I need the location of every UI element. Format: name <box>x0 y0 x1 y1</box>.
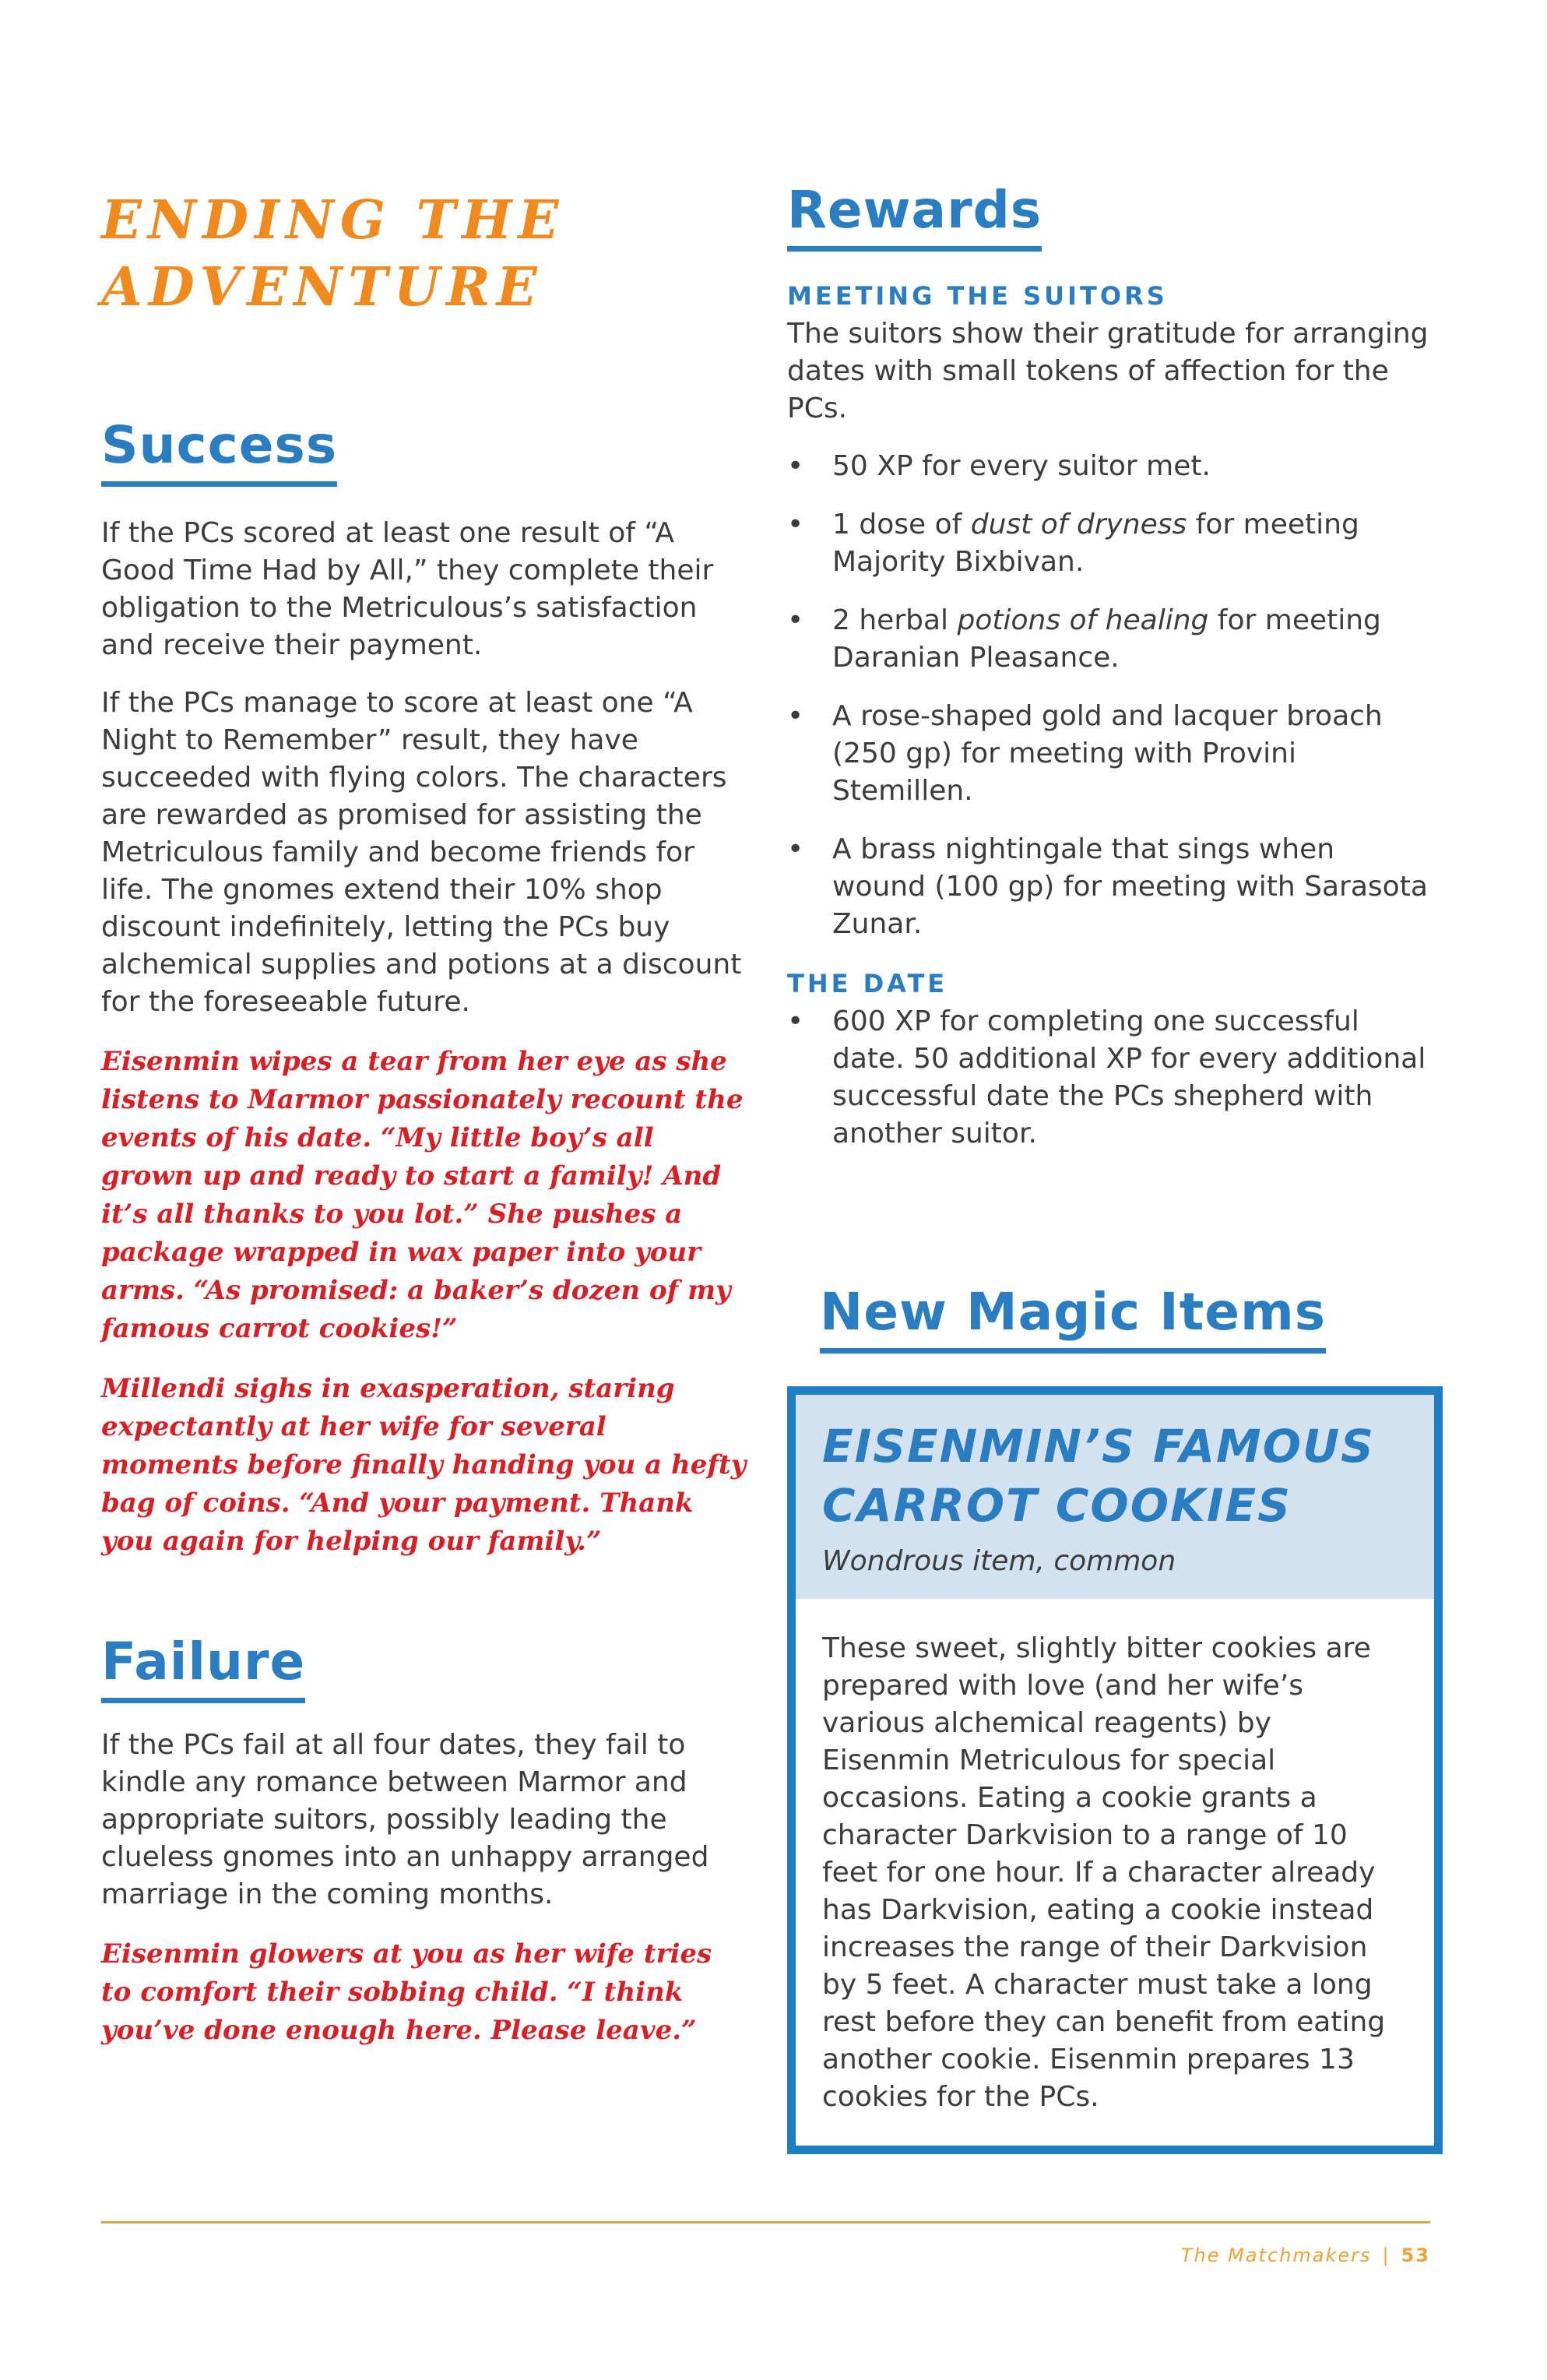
new-magic-items-heading: New Magic Items <box>820 1281 1326 1354</box>
success-paragraph-1: If the PCs scored at least one result of “A Good Time Had by All,” they complete their obligation to the Metriculous’s satisfaction and receive their payment. <box>101 517 714 661</box>
footer-separator: | <box>1382 2244 1391 2266</box>
meeting-suitors-intro: The suitors show their gratitude for arranging dates with small tokens of affection for the PCs. <box>787 318 1429 424</box>
footer-book-title: The Matchmakers <box>1180 2244 1372 2266</box>
magic-item-box <box>787 1386 1443 2154</box>
left-column <box>101 187 747 2050</box>
list-item: • 600 XP for completing one successful date. 50 additional XP for every additional successful date the PCs shepherd with another suitor. <box>787 1003 1433 1153</box>
magic-item-type: Wondrous item, common <box>822 1545 1176 1577</box>
right-column <box>787 179 1433 1174</box>
list-item: • A rose-shaped gold and lacquer broach (250 gp) for meeting with Provini Stemillen. <box>787 698 1433 810</box>
section-title <box>101 187 747 321</box>
rewards-list <box>787 448 1433 943</box>
list-item: • 50 XP for every suitor met. <box>787 448 1433 485</box>
page-footer <box>1181 2244 1430 2266</box>
list-item: • 1 dose of dust of dryness for meeting Majority Bixbivan. <box>787 506 1433 581</box>
failure-paragraph: If the PCs fail at all four dates, they fail to kindle any romance between Marmor and appropriate suitors, possibly leading the clueless gnomes into an unhappy arranged marriage in the coming months. <box>101 1729 709 1910</box>
magic-item-header <box>796 1395 1434 1599</box>
magic-item-name: EISENMIN’S FAMOUS CARROT COOKIES <box>822 1420 1375 1532</box>
read-aloud-failure: Eisenmin glowers at you as her wife tries to comfort their sobbing child. “I think you’ve done enough here. Please leave.” <box>101 1938 712 2046</box>
list-item: • A brass nightingale that sings when wound (100 gp) for meeting with Sarasota Zunar. <box>787 831 1433 943</box>
failure-heading: Failure <box>101 1631 305 1703</box>
date-subhead: THE DATE <box>787 969 948 998</box>
magic-item-description: These sweet, slightly bitter cookies are prepared with love (and her wife’s various alchemical reagents) by Eisenmin Metriculous for special occasions. Eating a cookie grants a character Darkvision to a range of 10 feet for one hour. If a character already has Darkvision, eating a cookie instead increases the range of their Darkvision by 5 feet. A character must take a long rest before they can benefit from eating another cookie. Eisenmin prepares 13 cookies for the PCs. <box>822 1632 1386 2113</box>
section-title-line2: ADVENTURE <box>101 256 543 319</box>
read-aloud-millendi: Millendi sighs in exasperation, staring expectantly at her wife for several moments before finally handing you a hefty bag of coins. “And your payment. Thank you again for helping our family.” <box>101 1373 747 1557</box>
success-paragraph-2: If the PCs manage to score at least one “A Night to Remember” result, they have succeeded with flying colors. The characters are rewarded as promised for assisting the Metriculous family and become friends for life. The gnomes extend their 10% shop discount indefinitely, letting the PCs buy alchemical supplies and potions at a discount for the foreseeable future. <box>101 687 742 1018</box>
page-number: 53 <box>1401 2244 1430 2266</box>
list-item: • 2 herbal potions of healing for meeting Daranian Pleasance. <box>787 602 1433 677</box>
rewards-heading: Rewards <box>787 179 1042 252</box>
section-title-line1: ENDING THE <box>101 189 565 252</box>
date-list <box>787 1003 1433 1153</box>
meeting-suitors-subhead: MEETING THE SUITORS <box>787 281 1168 311</box>
footer-rule <box>101 2221 1430 2223</box>
read-aloud-eisenmin: Eisenmin wipes a tear from her eye as she listens to Marmor passionately recount the events of his date. “My little boy’s all grown up and ready to start a family! And it’s all thanks to you lot.” She pushes a package wrapped in wax paper into your arms. “As promised: a baker’s dozen of my famous carrot cookies!” <box>101 1046 744 1344</box>
success-heading: Success <box>101 414 337 487</box>
